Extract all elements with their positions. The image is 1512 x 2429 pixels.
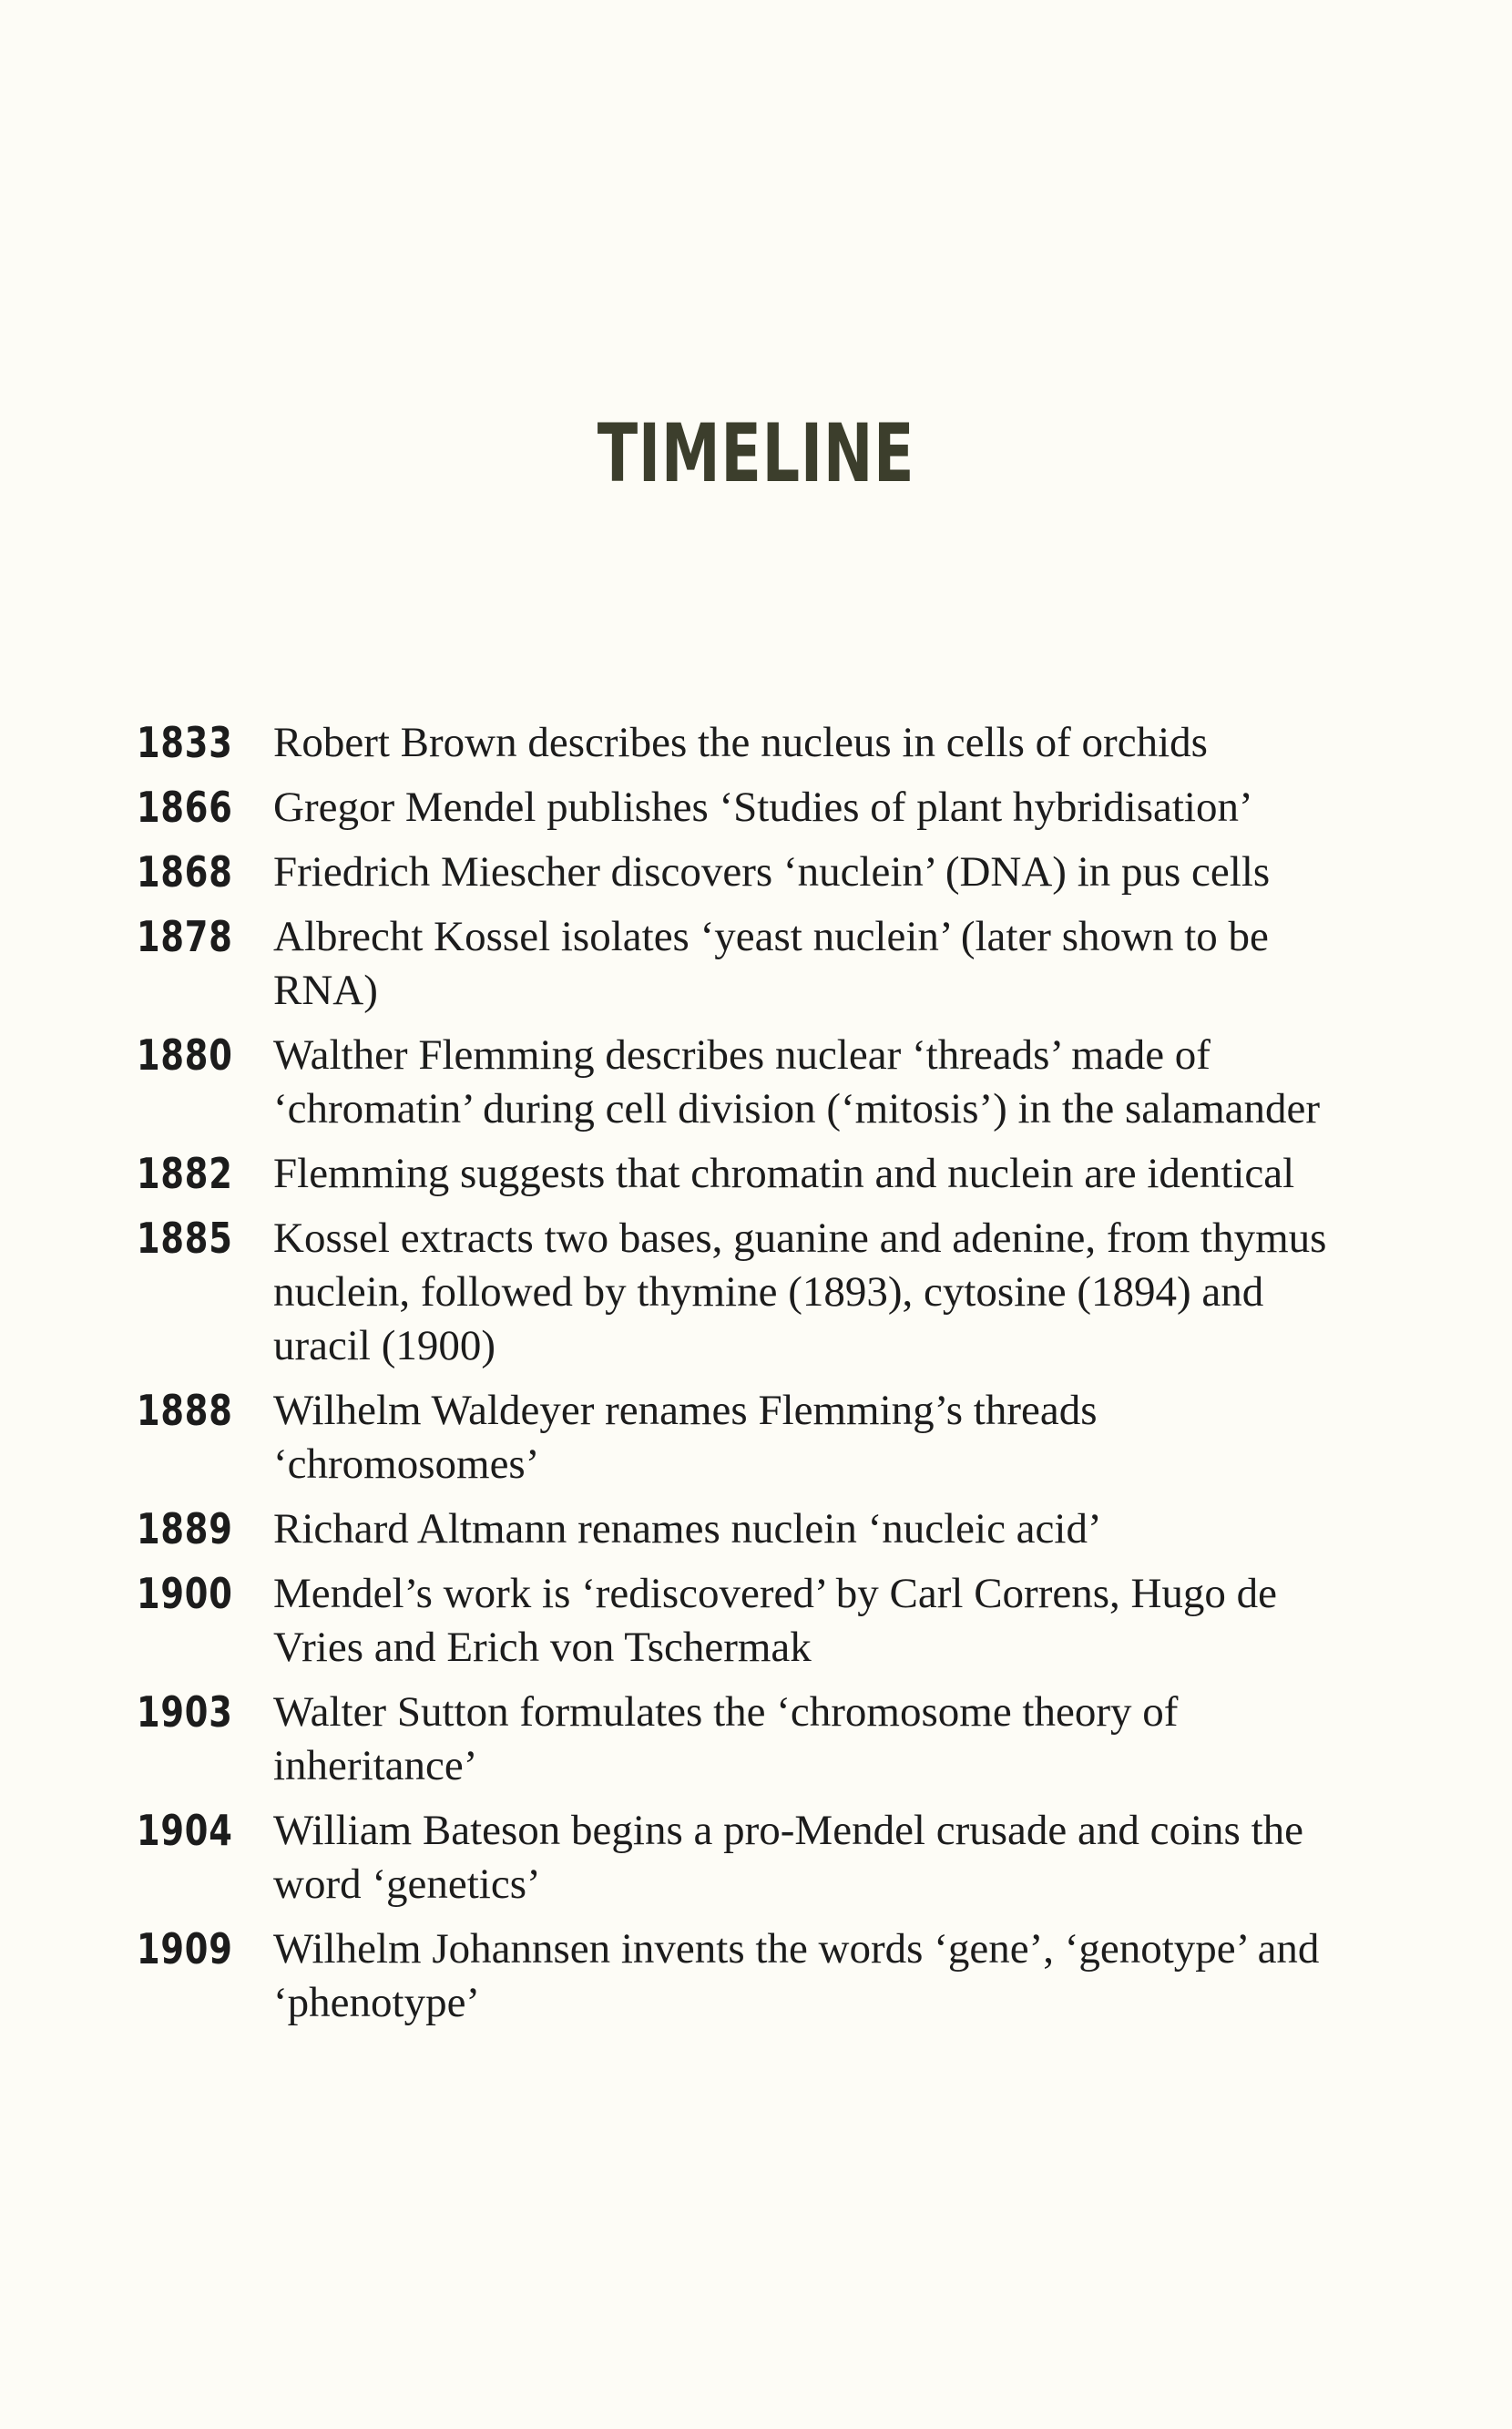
timeline-entry <box>137 781 1375 835</box>
timeline-entry <box>137 846 1375 899</box>
timeline-description: Flemming suggests that chromatin and nuclein are identical <box>273 1150 1295 1197</box>
timeline-year: 1900 <box>137 1569 233 1618</box>
timeline-list <box>137 716 1375 2041</box>
timeline-year: 1909 <box>137 1924 233 1973</box>
timeline-description: Richard Altmann renames nuclein ‘nucleic acid’ <box>273 1505 1102 1553</box>
timeline-entry <box>137 1029 1375 1136</box>
timeline-year: 1880 <box>137 1030 233 1080</box>
timeline-year: 1903 <box>137 1687 233 1737</box>
timeline-year: 1888 <box>137 1386 233 1435</box>
timeline-description: Wilhelm Johannsen invents the words ‘gene’, ‘genotype’ and ‘phenotype’ <box>273 1925 1320 2026</box>
timeline-description: Albrecht Kossel isolates ‘yeast nuclein’ (later shown to be RNA) <box>273 913 1269 1014</box>
timeline-year: 1878 <box>137 912 233 961</box>
timeline-year: 1866 <box>137 783 233 832</box>
timeline-year: 1885 <box>137 1214 233 1263</box>
timeline-description: Robert Brown describes the nucleus in cells of orchids <box>273 719 1208 766</box>
timeline-year: 1904 <box>137 1806 233 1855</box>
timeline-entry <box>137 1502 1375 1556</box>
timeline-entry <box>137 1212 1375 1373</box>
timeline-entry <box>137 910 1375 1018</box>
timeline-description: William Bateson begins a pro-Mendel crusade and coins the word ‘genetics’ <box>273 1807 1304 1908</box>
timeline-entry <box>137 1147 1375 1201</box>
timeline-description: Gregor Mendel publishes ‘Studies of plant hybridisation’ <box>273 784 1253 831</box>
timeline-description: Wilhelm Waldeyer renames Flemming’s threads ‘chromosomes’ <box>273 1387 1098 1488</box>
timeline-description: Kossel extracts two bases, guanine and adenine, from thymus nuclein, followed by thymine (1893), cytosine (1894) and uracil (1900) <box>273 1214 1327 1369</box>
timeline-entry <box>137 1922 1375 2030</box>
timeline-entry <box>137 1804 1375 1911</box>
timeline-description: Mendel’s work is ‘rediscovered’ by Carl Correns, Hugo de Vries and Erich von Tschermak <box>273 1570 1278 1671</box>
timeline-entry <box>137 716 1375 770</box>
timeline-description: Walther Flemming describes nuclear ‘threads’ made of ‘chromatin’ during cell division (‘mitosis’) in the salamander <box>273 1031 1321 1133</box>
page-title: TIMELINE <box>597 406 915 500</box>
timeline-description: Walter Sutton formulates the ‘chromosome theory of inheritance’ <box>273 1688 1179 1789</box>
timeline-year: 1882 <box>137 1149 233 1198</box>
timeline-year: 1868 <box>137 847 233 897</box>
timeline-year: 1889 <box>137 1504 233 1553</box>
timeline-description: Friedrich Miescher discovers ‘nuclein’ (DNA) in pus cells <box>273 848 1271 896</box>
timeline-year: 1833 <box>137 718 233 767</box>
timeline-entry <box>137 1686 1375 1793</box>
timeline-entry <box>137 1567 1375 1675</box>
timeline-entry <box>137 1384 1375 1491</box>
